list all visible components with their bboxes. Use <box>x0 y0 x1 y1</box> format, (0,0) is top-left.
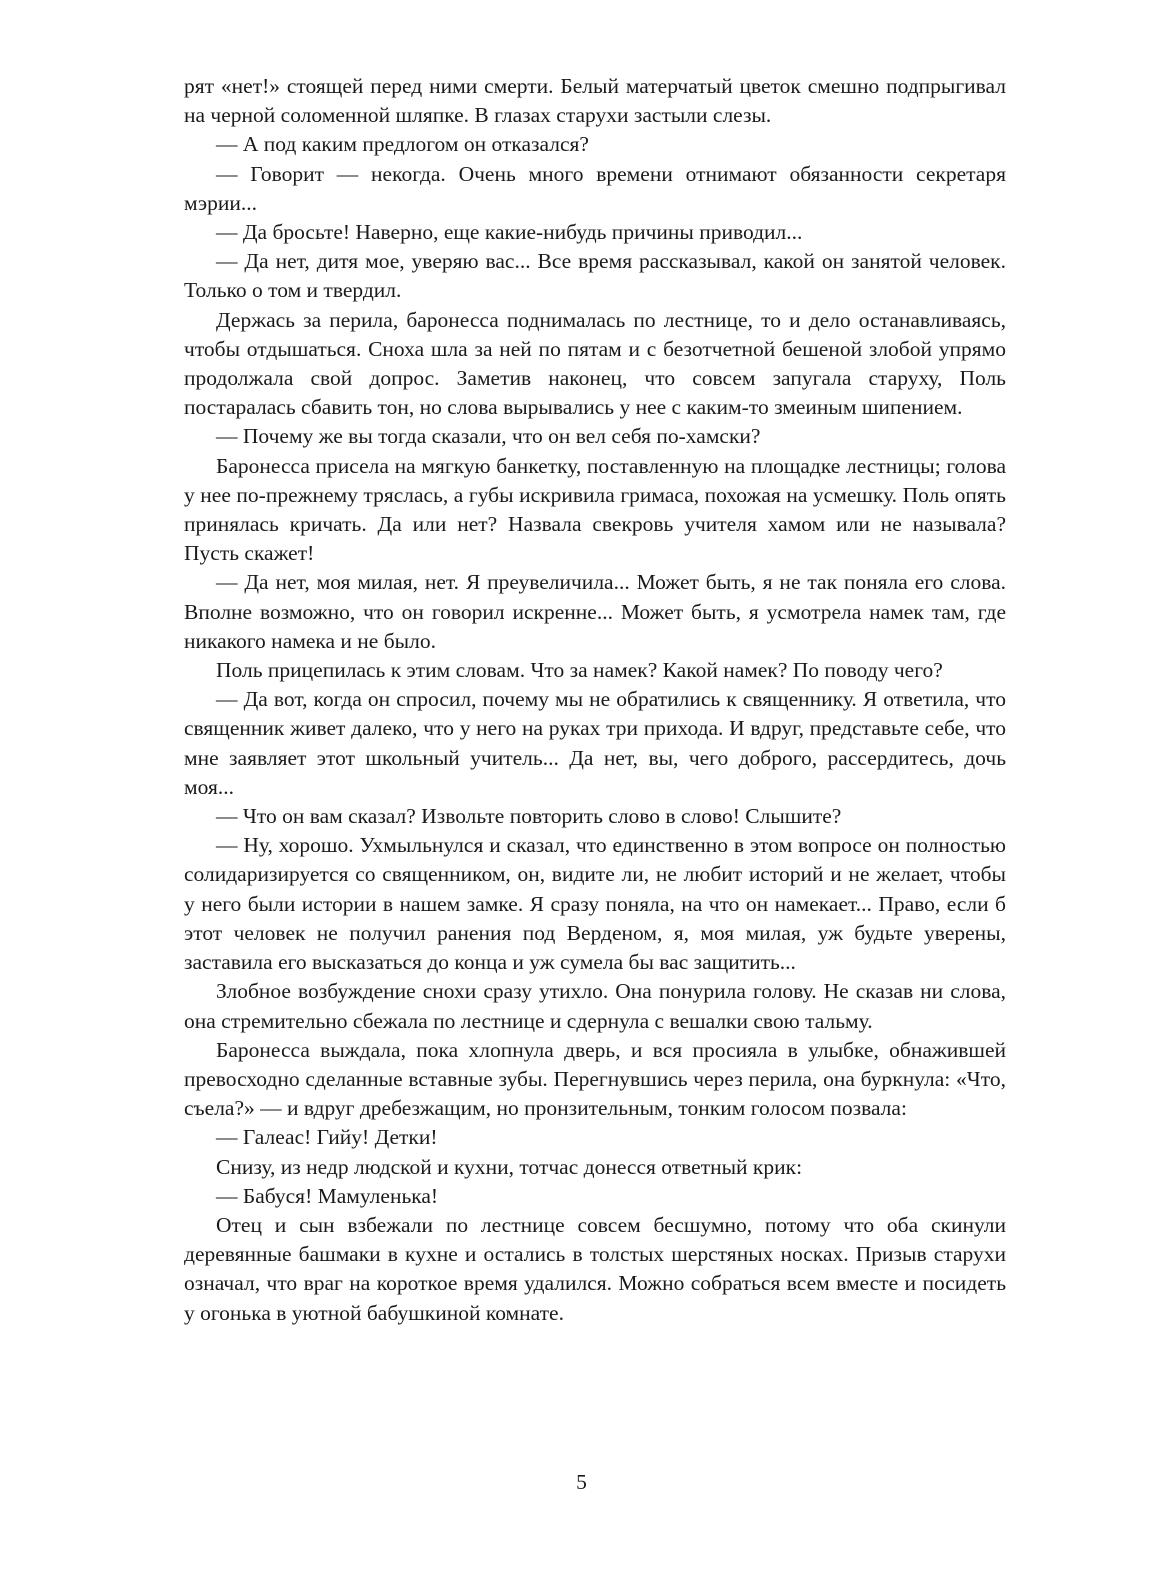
page-body <box>184 72 1006 1328</box>
paragraph: — Да нет, моя милая, нет. Я преувеличила... Может быть, я не так поняла его слова. Вполне возможно, что он говорил искренне... Может быть, я усмотрела намек там, где никакого намека и не было. <box>184 570 1006 653</box>
paragraph: — Что он вам сказал? Извольте повторить слово в слово! Слышите? <box>216 804 842 829</box>
paragraph: рят «нет!» стоящей перед ними смерти. Белый матерчатый цветок смешно подпрыгивал на черной соломенной шляпке. В глазах старухи застыли слезы. <box>184 74 1006 128</box>
paragraph: Поль прицепилась к этим словам. Что за намек? Какой намек? По поводу чего? <box>216 658 943 683</box>
paragraph: Снизу, из недр людской и кухни, тотчас донесся ответный крик: <box>216 1154 803 1179</box>
paragraph: — Галеас! Гийу! Детки! <box>216 1125 438 1150</box>
paragraph: — Да бросьте! Наверно, еще какие-нибудь причины приводил... <box>216 220 803 245</box>
paragraph: Отец и сын взбежали по лестнице совсем бесшумно, потому что оба скинули деревянные башмаки в кухне и остались в толстых шерстяных носках. Призыв старухи означал, что враг на короткое время удалился. Можно собраться всем вместе и посидеть у огонька в уютной бабушкиной комнате. <box>184 1212 1006 1325</box>
paragraph: — Ну, хорошо. Ухмыльнулся и сказал, что единственно в этом вопросе он полностью солидаризируется со священником, он, видите ли, не любит историй и не желает, чтобы у него были истории в нашем замке. Я сразу поняла, на что он намекает... Право, если б этот человек не получил ранения под Верденом, я, моя милая, уж будьте уверены, заставила его высказаться до конца и уж сумела бы вас защитить... <box>184 833 1006 975</box>
paragraph: Баронесса присела на мягкую банкетку, поставленную на площадке лестницы; голова у нее по-прежнему тряслась, а губы искривила гримаса, похожая на усмешку. Поль опять принялась кричать. Да или нет? Назвала свекровь учителя хамом или не называла? Пусть скажет! <box>184 453 1006 566</box>
paragraph: — Да вот, когда он спросил, почему мы не обратились к священнику. Я ответила, что священник живет далеко, что у него на руках три прихода. И вдруг, представьте себе, что мне заявляет этот школьный учитель... Да нет, вы, чего доброго, рассердитесь, дочь моя... <box>184 687 1006 799</box>
paragraph: Баронесса выждала, пока хлопнула дверь, и вся просияла в улыбке, обнажившей превосходно сделанные вставные зубы. Перегнувшись через перила, она буркнула: «Что, съела?» — и вдруг дребезжащим, но пронзительным, тонким голосом позвала: <box>184 1037 1006 1121</box>
paragraph: — А под каким предлогом он отказался? <box>216 132 589 157</box>
page-number: 5 <box>576 1470 587 1494</box>
paragraph: — Говорит — некогда. Очень много времени отнимают обязанности секретаря мэрии... <box>184 161 1006 215</box>
paragraph: — Бабуся! Мамуленька! <box>216 1183 439 1208</box>
paragraph: Злобное возбуждение снохи сразу утихло. Она понурила голову. Не сказав ни слова, она стремительно сбежала по лестнице и сдернула с вешалки свою тальму. <box>184 979 1006 1033</box>
paragraph: — Да нет, дитя мое, уверяю вас... Все время рассказывал, какой он занятой человек. Только о том и твердил. <box>184 249 1006 303</box>
paragraph: Держась за перила, баронесса поднималась по лестнице, то и дело останавливаясь, чтобы отдышаться. Сноха шла за ней по пятам и с безотчетной бешеной злобой упрямо продолжала свой допрос. Заметив наконец, что совсем запугала старуху, Поль постаралась сбавить тон, но слова вырывались у нее с каким-то змеиным шипением. <box>184 307 1006 420</box>
paragraph: — Почему же вы тогда сказали, что он вел себя по-хамски? <box>216 424 761 449</box>
